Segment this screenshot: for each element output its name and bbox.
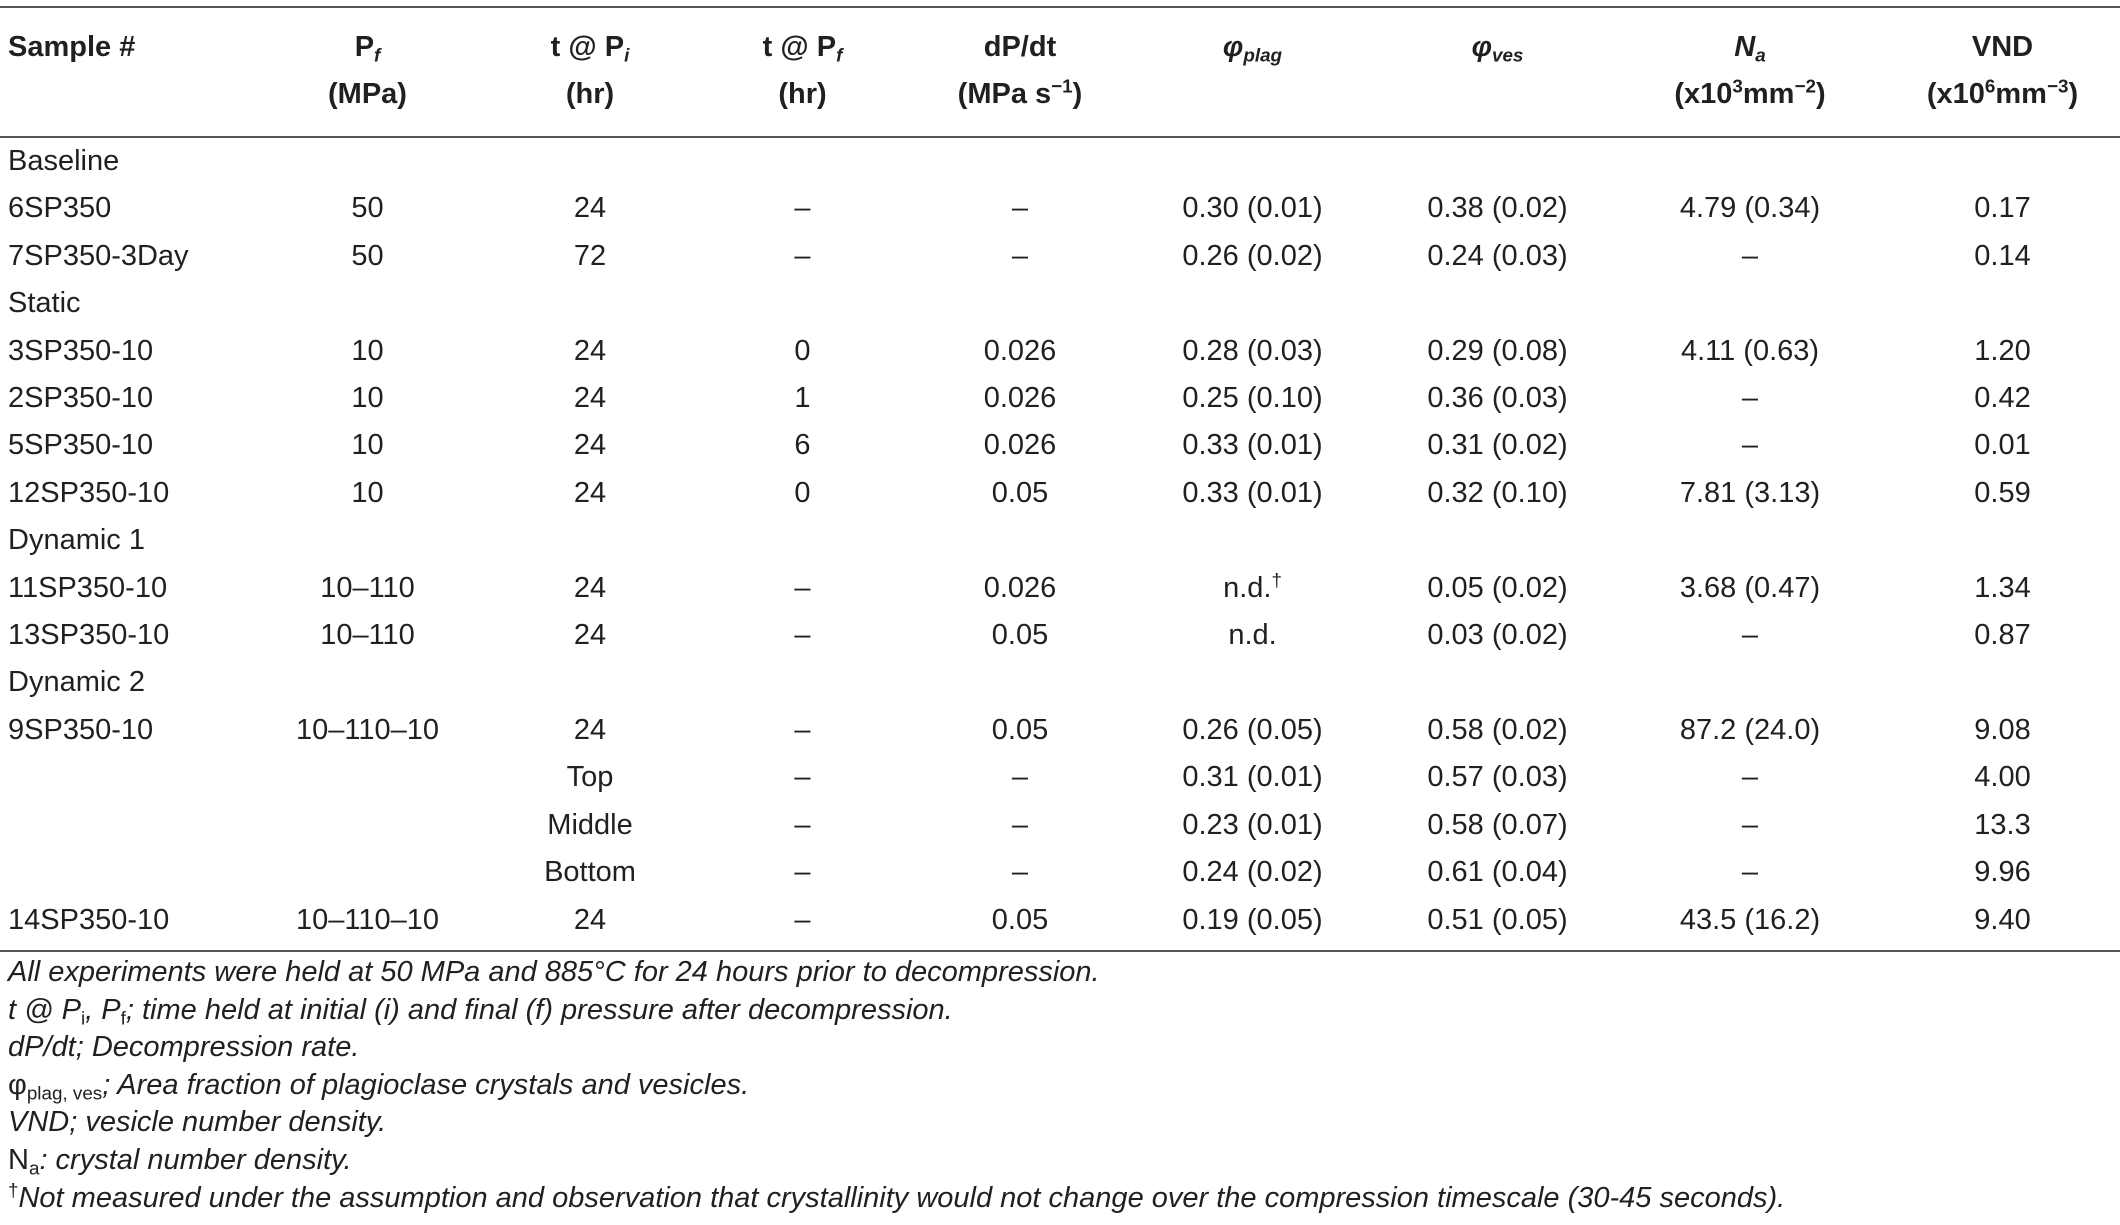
col-vnd-header: VND	[1885, 7, 2120, 71]
table-footnotes	[8, 954, 1785, 1217]
table-row: 3SP350-10 10 24 0 0.026 0.28 (0.03) 0.29 (0.08) 4.11 (0.63) 1.20	[8, 334, 2031, 367]
footnote-vnd: VND; vesicle number density.	[8, 1106, 387, 1139]
table-row: 2SP350-10 10 24 1 0.026 0.25 (0.10) 0.36 (0.03) – 0.42	[8, 382, 2031, 415]
results-table	[0, 6, 2120, 952]
col-dpdt-header: dP/dt	[915, 7, 1125, 71]
table-header	[0, 7, 2120, 137]
col-tpf-unit: (hr)	[690, 71, 915, 137]
header-row-2	[0, 71, 2120, 137]
footnote-decompression-rate: dP/dt; Decompression rate.	[8, 1031, 360, 1064]
footnote-conditions: All experiments were held at 50 MPa and 885°C for 24 hours prior to decompression.	[8, 956, 1100, 988]
table-row: Middle – – 0.23 (0.01) 0.58 (0.07) – 13.3	[547, 808, 2031, 841]
group-row-dynamic-2: Dynamic 2	[8, 666, 145, 699]
results-table-container	[0, 6, 2120, 952]
col-na-header: $N_a$	[1615, 7, 1885, 71]
col-tpi-unit: (hr)	[490, 71, 690, 137]
footnote-hold-time: t @ $P_i$, $P_f$; time held at initial (i) and final (f) pressure after decompression.	[8, 993, 953, 1029]
table-row: 5SP350-10 10 24 6 0.026 0.33 (0.01) 0.31 (0.02) – 0.01	[8, 429, 2031, 462]
table-row: 13SP350-10 10–110 24 – 0.05 n.d. 0.03 (0.02) – 0.87	[8, 619, 2031, 652]
footnote-area-fraction: $\varphi_{plag, ves}$; Area fraction of plagioclase crystals and vesicles.	[8, 1068, 750, 1104]
table-row: 11SP350-10 10–110 24 – 0.026 n.d.† 0.05 (0.02) 3.68 (0.47) 1.34	[8, 569, 2031, 604]
table-row: Top – – 0.31 (0.01) 0.57 (0.03) – 4.00	[566, 761, 2031, 794]
table-row: 7SP350-3Day 50 72 – – 0.26 (0.02) 0.24 (0.03) – 0.14	[8, 239, 2031, 272]
col-pf-header: $P_f$	[245, 7, 490, 71]
table-row: 12SP350-10 10 24 0 0.05 0.33 (0.01) 0.32 (0.10) 7.81 (3.13) 0.59	[8, 476, 2031, 509]
col-phiplag-header: $\varphi_{plag}$	[1125, 7, 1380, 71]
group-row-dynamic-1: Dynamic 1	[8, 524, 145, 557]
table-row: Bottom – – 0.24 (0.02) 0.61 (0.04) – 9.96	[544, 856, 2031, 889]
col-dpdt-unit: (MPa $s^{-1}$)	[915, 71, 1125, 137]
col-tpi-header: t @ $P_i$	[490, 7, 690, 71]
col-phives-header: $\varphi_{ves}$	[1380, 7, 1615, 71]
col-vnd-unit: $(x10^6mm^{-3})$	[1885, 71, 2120, 137]
dagger-footnote-mark: †	[1271, 569, 1282, 591]
col-tpf-header: t @ $P_f$	[690, 7, 915, 71]
table-row: 14SP350-10 10–110–10 24 – 0.05 0.19 (0.05) 0.51 (0.05) 43.5 (16.2) 9.40	[0, 897, 2120, 951]
col-pf-unit: (MPa)	[245, 71, 490, 137]
group-row-baseline: Baseline	[8, 145, 120, 177]
header-row-1	[0, 7, 2120, 71]
footnote-not-measured: †Not measured under the assumption and observation that crystallinity would not change over the compression timescale (30-45 seconds).	[8, 1179, 1786, 1214]
table-row: 6SP350 50 24 – – 0.30 (0.01) 0.38 (0.02) 4.79 (0.34) 0.17	[8, 192, 2031, 225]
footnote-na: $N_a$: crystal number density.	[8, 1143, 352, 1179]
group-row-static: Static	[8, 287, 81, 320]
col-na-unit: $(x10^3mm^{-2})$	[1615, 71, 1885, 137]
table-row: 9SP350-10 10–110–10 24 – 0.05 0.26 (0.05) 0.58 (0.02) 87.2 (24.0) 9.08	[8, 713, 2031, 746]
table-body	[0, 137, 2120, 951]
col-sample-header: Sample #	[0, 7, 245, 71]
